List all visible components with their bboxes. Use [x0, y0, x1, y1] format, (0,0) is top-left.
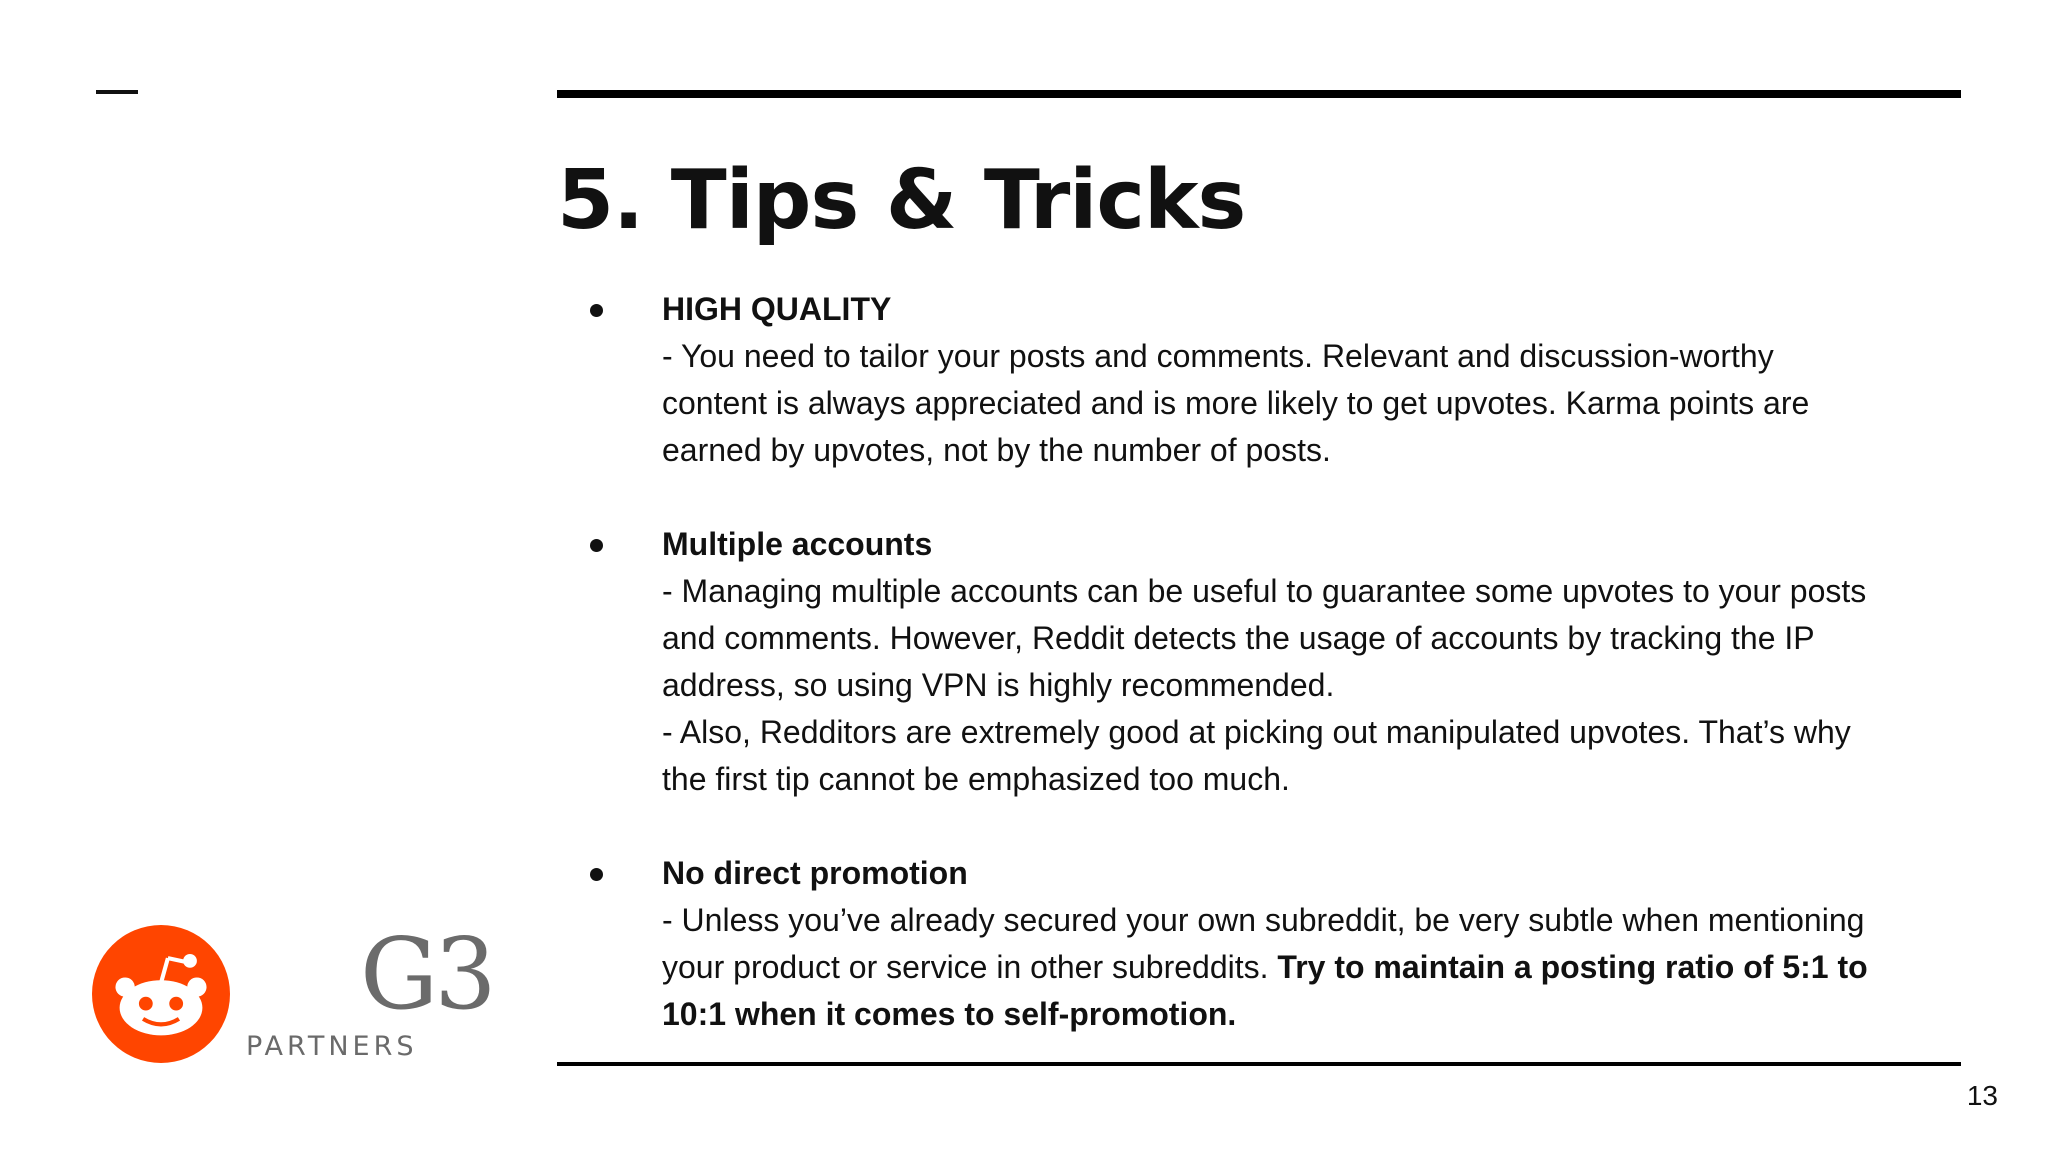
slide-title: 5. Tips & Tricks: [557, 153, 1246, 248]
tip-text: your product or service in other subreddits.: [662, 949, 1278, 985]
bottom-rule: [557, 1062, 1961, 1066]
tip-emphasis: Try to maintain a posting ratio of 5:1 to: [1277, 949, 1868, 985]
tip-multiple-accounts: [590, 521, 1970, 803]
tip-line-mixed: [662, 944, 1970, 991]
tip-line: and comments. However, Reddit detects the usage of accounts by tracking the IP: [662, 620, 1815, 656]
tip-heading: No direct promotion: [662, 855, 968, 891]
tip-high-quality: [590, 286, 1970, 474]
tip-no-direct-promotion: [590, 850, 1970, 1038]
bullet-dot-icon: [590, 304, 603, 317]
bullet-dot-icon: [590, 539, 603, 552]
tip-line: - Managing multiple accounts can be useful to guarantee some upvotes to your posts: [662, 573, 1867, 609]
tip-line: the first tip cannot be emphasized too much.: [662, 761, 1290, 797]
top-rule: [557, 90, 1961, 98]
tips-list: [590, 286, 1970, 1085]
tip-emphasis: 10:1 when it comes to self-promotion.: [662, 996, 1237, 1032]
reddit-logo-icon: [92, 925, 230, 1063]
corner-dash: [96, 90, 138, 94]
tip-line: earned by upvotes, not by the number of posts.: [662, 432, 1331, 468]
tip-line: - You need to tailor your posts and comments. Relevant and discussion-worthy: [662, 338, 1774, 374]
bullet-dot-icon: [590, 868, 603, 881]
tip-heading: Multiple accounts: [662, 526, 933, 562]
page-number: 13: [1966, 1080, 1998, 1111]
tip-heading: HIGH QUALITY: [662, 291, 892, 327]
logo-area: [92, 918, 493, 1065]
tip-line: content is always appreciated and is more likely to get upvotes. Karma points are: [662, 385, 1810, 421]
tip-line: - Unless you’ve already secured your own subreddit, be very subtle when mentioning: [662, 902, 1865, 938]
tip-line: address, so using VPN is highly recommended.: [662, 667, 1335, 703]
partners-logo-text: PARTNERS: [246, 1031, 418, 1062]
tip-line: - Also, Redditors are extremely good at picking out manipulated upvotes. That’s why: [662, 714, 1851, 750]
g3-logo-text: G3: [360, 918, 493, 1032]
